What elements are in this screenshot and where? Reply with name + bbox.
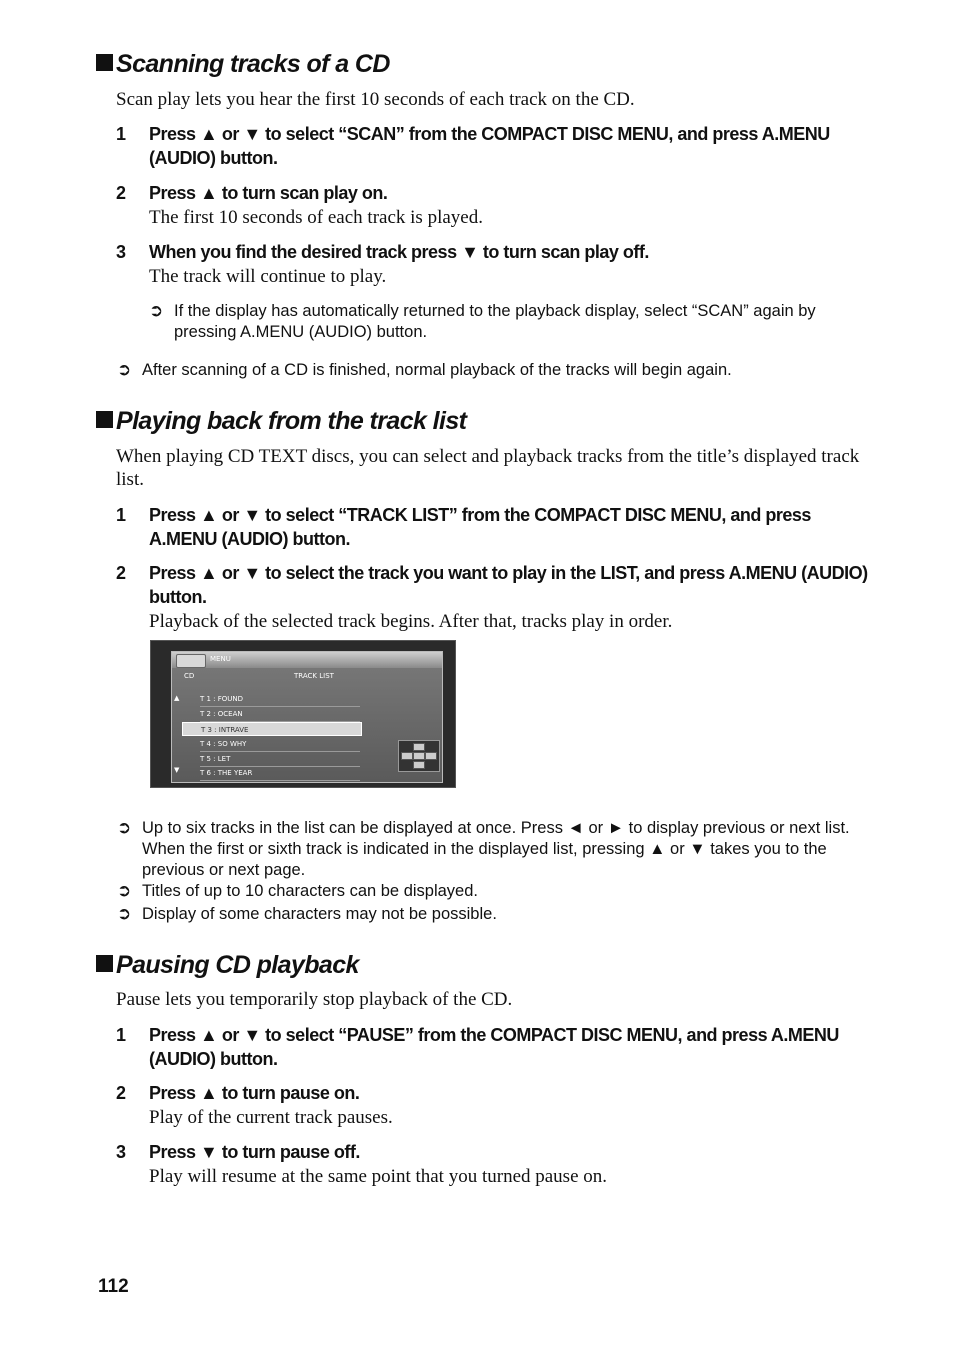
section-note: After scanning of a CD is finished, normal playback of the tracks will begin again.	[142, 361, 732, 379]
track-row[interactable]: T 4 : SO WHY	[200, 737, 360, 752]
pad-left-key	[401, 752, 413, 760]
step-instruction: Press ▲ to turn scan play on.	[149, 183, 388, 203]
step-result: Playback of the selected track begins. After that, tracks play in order.	[149, 611, 673, 632]
note-arrow-icon: ➲	[117, 360, 132, 380]
section-square-icon	[96, 955, 113, 972]
step-number: 1	[116, 1025, 127, 1045]
section-square-icon	[96, 411, 113, 428]
step-result: Play will resume at the same point that you turned pause on.	[149, 1166, 608, 1187]
track-list-screen	[150, 640, 456, 788]
screen-panel	[171, 651, 443, 783]
up-arrow-icon: ▲	[174, 694, 180, 702]
pad-center-key	[413, 752, 425, 760]
joystick-pad-icon	[398, 740, 440, 772]
step-instruction: Press ▼ to turn pause off.	[149, 1142, 360, 1162]
screen-menu-bar	[172, 652, 442, 668]
step-instruction: Press ▲ or ▼ to select the track you want to play in the LIST, and press A.MENU (AUDIO) button.	[149, 563, 868, 607]
track-row[interactable]: T 1 : FOUND	[200, 692, 360, 707]
step-number: 2	[116, 183, 127, 203]
pad-down-key	[413, 761, 425, 769]
page-number: 112	[98, 1276, 129, 1297]
section-heading-scanning: Scanning tracks of a CD	[96, 50, 390, 79]
step-instruction: Press ▲ to turn pause on.	[149, 1083, 360, 1103]
step-instruction: Press ▲ or ▼ to select “TRACK LIST” from the COMPACT DISC MENU, and press A.MENU (AUDIO) button.	[149, 505, 811, 549]
track-row[interactable]: T 6 : THE YEAR	[200, 766, 360, 781]
section-square-icon	[96, 54, 113, 71]
screen-menu-label: MENU	[210, 655, 231, 663]
step-number: 2	[116, 563, 127, 583]
section-note: Display of some characters may not be possible.	[142, 905, 497, 923]
track-row-selected[interactable]: T 3 : INTRAVE	[182, 722, 362, 736]
section-note: Up to six tracks in the list can be displayed at once. Press ◄ or ► to display previous or next list. When the first or sixth track is indicated in the displayed list, pressing ▲ or ▼ takes you to the previous or next page.	[142, 819, 850, 879]
section-intro: Pause lets you temporarily stop playback of the CD.	[116, 989, 513, 1010]
step-number: 2	[116, 1083, 127, 1103]
track-row[interactable]: T 5 : LET	[200, 752, 360, 767]
note-arrow-icon: ➲	[117, 904, 132, 924]
pad-right-key	[425, 752, 437, 760]
step-result: The track will continue to play.	[149, 266, 387, 287]
track-row[interactable]: T 2 : OCEAN	[200, 707, 360, 722]
pad-up-key	[413, 743, 425, 751]
step-instruction: When you find the desired track press ▼ to turn scan play off.	[149, 242, 649, 262]
note-arrow-icon: ➲	[117, 881, 132, 901]
down-arrow-icon: ▼	[174, 766, 180, 774]
section-intro: Scan play lets you hear the first 10 seconds of each track on the CD.	[116, 89, 635, 110]
screen-list-title: TRACK LIST	[294, 672, 334, 680]
step-number: 1	[116, 505, 127, 525]
step-instruction: Press ▲ or ▼ to select “SCAN” from the COMPACT DISC MENU, and press A.MENU (AUDIO) button.	[149, 124, 830, 168]
step-number: 3	[116, 242, 127, 262]
note-arrow-icon: ➲	[117, 818, 132, 838]
step-result: The first 10 seconds of each track is played.	[149, 207, 483, 228]
step-instruction: Press ▲ or ▼ to select “PAUSE” from the COMPACT DISC MENU, and press A.MENU (AUDIO) button.	[149, 1025, 839, 1069]
section-heading-track-list: Playing back from the track list	[96, 407, 466, 436]
step-result: Play of the current track pauses.	[149, 1107, 393, 1128]
step-number: 3	[116, 1142, 127, 1162]
section-intro: When playing CD TEXT discs, you can select and playback tracks from the title’s displayed track list.	[116, 446, 860, 490]
step-number: 1	[116, 124, 127, 144]
section-heading-pausing: Pausing CD playback	[96, 951, 359, 980]
note-arrow-icon: ➲	[149, 301, 164, 321]
step-note: If the display has automatically returned to the playback display, select “SCAN” again by pressing A.MENU (AUDIO) button.	[174, 302, 816, 341]
section-note: Titles of up to 10 characters can be displayed.	[142, 882, 478, 900]
disc-icon	[176, 654, 206, 668]
screen-source-label: CD	[184, 672, 195, 680]
